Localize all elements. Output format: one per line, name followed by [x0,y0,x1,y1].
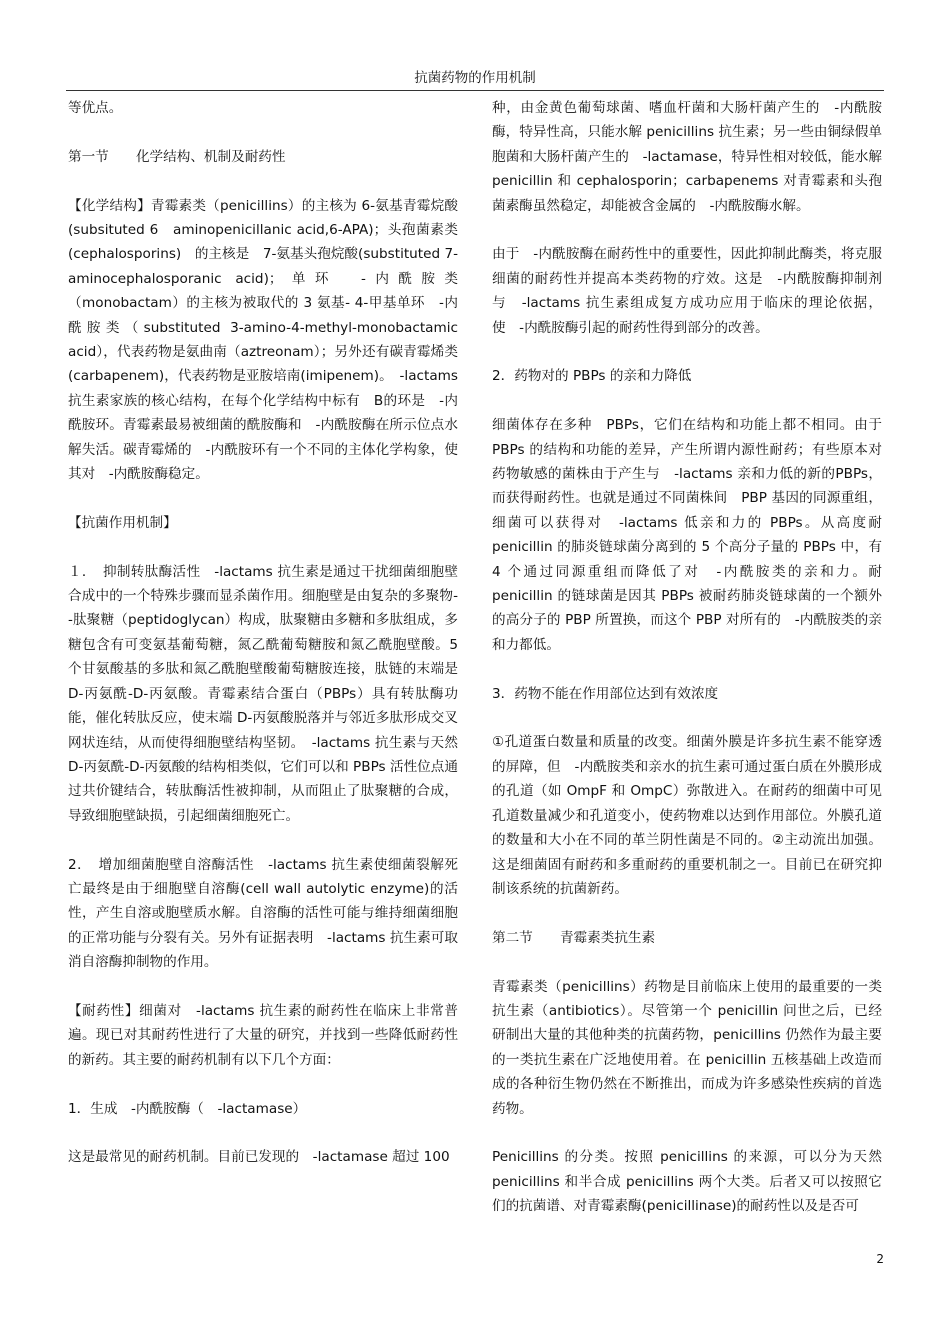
section-heading: 第二节 青霉素类抗生素 [492,929,656,946]
subsection-heading: 【抗菌作用机制】 [68,514,177,531]
paragraph: 种，由金黄色葡萄球菌、嗜血杆菌和大肠杆菌产生的 -内酰胺酶，特异性高，只能水解 penicillins 抗生素；另一些由铜绿假单胞菌和大肠杆菌产生的 -lactamase，特异性相对较低，能水解 penicillin 和 cephalosporin；carbapenems 对青霉素和头孢菌素酶虽然稳定，却能被含金属的 -内酰胺酶水解。 [492,100,882,214]
paragraph: 这是最常见的耐药机制。目前已发现的 -lactamase 超过 100 [68,1149,450,1166]
paragraph: 等优点。 [68,100,123,116]
section-heading: 第一节 化学结构、机制及耐药性 [68,148,286,165]
paragraph: 细菌体存在多种 PBPs，它们在结构和功能上都不相同。由于PBPs 的结构和功能的差异，产生所谓内源性耐药；有些原本对药物敏感的菌株由于产生与 -lactams 亲和力低的新的PBPs，而获得耐药性。也就是通过不同菌株间 PBP 基因的同源重组，细菌可以获得对 -lactams 低亲和力的 PBPs。从高度耐 penicillin 的肺炎链球菌分离到的 5 个高分子量的 PBPs 中，有 4 个通过同源重组而降低了对 -内酰胺类的亲和力。耐 penicillin 的链球菌是因其 PBPs 被耐药肺炎链球菌的一个额外的高分子的 PBP 所置换，而这个 PBP 对所有的 -内酰胺类的亲和力都低。 [492,417,882,653]
right-column [492,96,882,1243]
list-heading: 1．生成 -内酰胺酶（ -lactamase） [68,1100,307,1117]
list-heading: 3．药物不能在作用部位达到有效浓度 [492,685,719,702]
paragraph: 青霉素类（penicillins）药物是目前临床上使用的最重要的一类抗生素（antibiotics）。尽管第一个 penicillin 问世之后，已经研制出大量的其他种类的抗菌药物，penicillins 仍然作为最主要的一类抗生素在广泛地使用着。在 penicillin 五核基础上改造而成的各种衍生物仍然在不断推出，而成为许多感染性疾病的首选药物。 [492,978,882,1117]
page-header: 抗菌药物的作用机制 [66,66,884,91]
paragraph: Penicillins 的分类。按照 penicillins 的来源，可以分为天然 penicillins 和半合成 penicillins 两个大类。后者又可以按照它们的抗菌谱、对青霉素酶(penicillinase)的耐药性以及是否可 [492,1149,882,1215]
paragraph: ①孔道蛋白数量和质量的改变。细菌外膜是许多抗生素不能穿透的屏障，但 -内酰胺类和亲水的抗生素可通过蛋白质在外膜形成的孔道（如 OmpF 和 OmpC）弥散进入。在耐药的细菌中可见孔道数量减少和孔道变小，使药物难以达到作用部位。外膜孔道的数量和大小在不同的革兰阴性菌是不同的。②主动流出加强。这是细菌固有耐药和多重耐药的重要机制之一。目前已在研究抑制该系统的抗菌新药。 [492,734,882,897]
paragraph: 由于 -内酰胺酶在耐药性中的重要性，因此抑制此酶类，将克服细菌的耐药性并提高本类药物的疗效。这是 -内酰胺酶抑制剂与 -lactams 抗生素组成复方成功应用于临床的理论依据，使 -内酰胺酶引起的耐药性得到部分的改善。 [492,246,882,336]
paragraph: 【耐药性】细菌对 -lactams 抗生素的耐药性在临床上非常普遍。现已对其耐药性进行了大量的研究，并找到一些降低耐药性的新药。其主要的耐药机制有以下几个方面： [68,1002,458,1068]
page-number: 2 [876,1252,884,1266]
list-heading: 2．药物对的 PBPs 的亲和力降低 [492,368,692,385]
paragraph: 【化学结构】青霉素类（penicillins）的主核为 6-氨基青霉烷酸(subsituted 6 aminopenicillanic acid,6-APA)；头孢菌素类(cephalosporins) 的主核是 7-氨基头孢烷酸(substituted 7-aminocephalosporanic acid)；单环 -内酰胺类（monobactam）的主核为被取代的 3 氨基- 4-甲基单环 -内酰胺类（substituted 3-amino-4-methyl-monobactamic acid），代表药物是氨曲南（aztreonam）；另外还有碳青霉烯类(carbapenem)，代表药物是亚胺培南(imipenem)。 -lactams 抗生素家族的核心结构，在每个化学结构中标有 B的环是 -内酰胺环。青霉素最易被细菌的酰胺酶和 -内酰胺酶在所示位点水解失活。碳青霉烯的 -内酰胺环有一个不同的主体化学构象，使其对 -内酰胺酶稳定。 [68,197,458,483]
left-column [68,96,458,1194]
paragraph: 2． 增加细菌胞壁自溶酶活性 -lactams 抗生素使细菌裂解死亡最终是由于细胞壁自溶酶(cell wall autolytic enzyme)的活性，产生自溶或胞壁质水解。自溶酶的活性可能与维持细菌细胞的正常功能与分裂有关。另外有证据表明 -lactams 抗生素可取消自溶酶抑制物的作用。 [68,856,458,971]
paragraph: １． 抑制转肽酶活性 -lactams 抗生素是通过干扰细菌细胞壁合成中的一个特殊步骤而显杀菌作用。细胞壁是由复杂的多聚物--肽聚糖（peptidoglycan）构成，肽聚糖由多糖和多肽组成，多糖包含有可变氨基葡萄糖，氮乙酰葡萄糖胺和氮乙酰胞壁酸。5 个甘氨酸基的多肽和氮乙酰胞壁酸葡萄糖胺连接，肽链的末端是 D-丙氨酰-D-丙氨酸。青霉素结合蛋白（PBPs）具有转肽酶功能，催化转肽反应，使末端 D-丙氨酸脱落并与邻近多肽形成交叉网状连结，从而使得细胞壁结构坚韧。 -lactams 抗生素与天然 D-丙氨酰-D-丙氨酸的结构相类似，它们可以和 PBPs 活性位点通过共价键结合，转肽酶活性被抑制，从而阻止了肽聚糖的合成，导致细胞壁缺损，引起细菌细胞死亡。 [68,563,458,824]
